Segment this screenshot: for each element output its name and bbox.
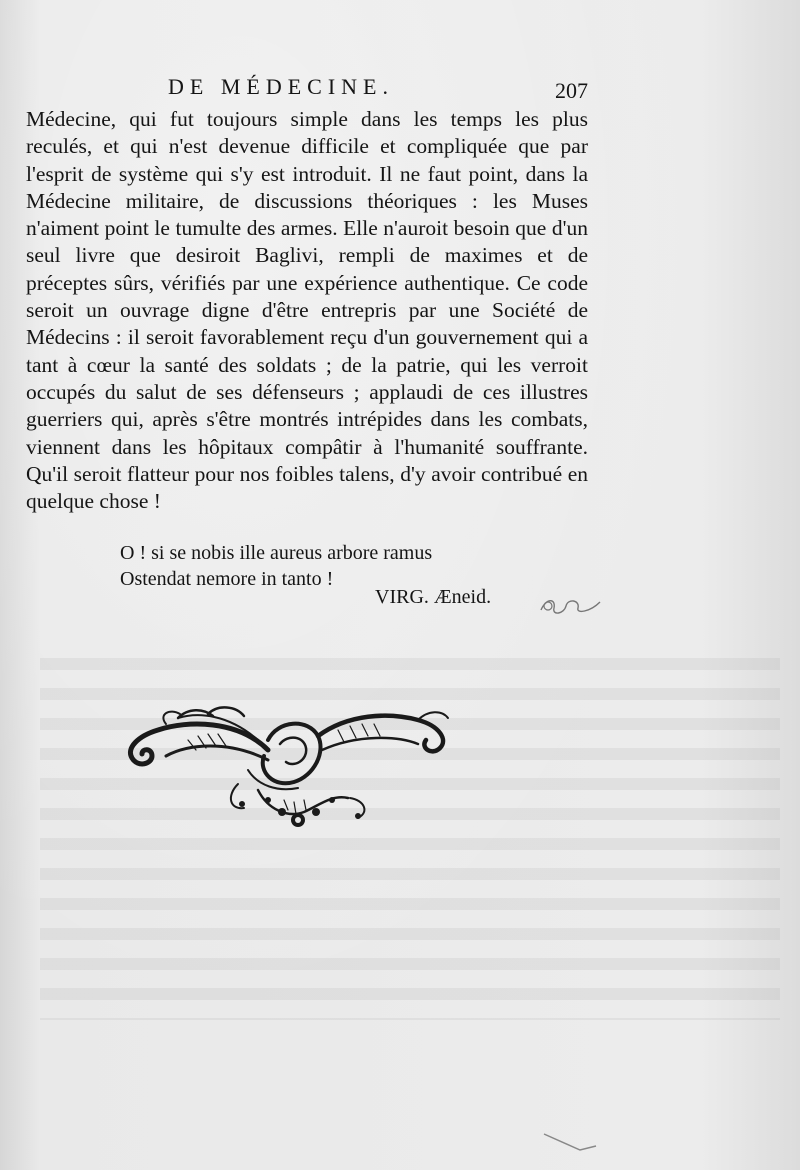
body-paragraph: Médecine, qui fut toujours simple dans les temps les plus reculés, et qui n'est devenue difficile et compliquée que par l'esprit de système qui s'y est introduit. Il ne faut point, dans la Médecine militaire, de discussions théoriques : les Muses n'aiment point le tumulte des armes. Elle n'auroit besoin que d'un seul livre que desiroit Baglivi, rempli de maximes et de préceptes sûrs, vérifiés par une expérience authentique. Ce code seroit un ouvrage digne d'être entrepris par une Société de Médecins : il seroit favorablement reçu d'un gouvernement qui a tant à cœur la santé des soldats ; de la patrie, qui les verroit occupés du salut de ses défenseurs ; applaudi de ces illustres guerriers qui, après s'être montrés intrépides dans les combats, viennent dans les hôpitaux compâtir à l'humanité souffrante. Qu'il seroit flatteur pour nos foibles talens, d'y avoir contribué en quelque chose ! (26, 107, 588, 514)
latin-quotation (120, 540, 520, 592)
page-header (0, 72, 800, 108)
running-head: DE MÉDECINE. (168, 74, 394, 99)
handwritten-scribble-icon (536, 592, 606, 622)
quotation-line: Ostendat nemore in tanto ! (120, 568, 334, 590)
stray-pen-mark-icon (540, 1128, 600, 1158)
page-number: 207 (555, 78, 588, 103)
quotation-attribution: VIRG. Æneid. (375, 586, 492, 608)
quotation-line: O ! si se nobis ille aureus arbore ramus (120, 542, 433, 564)
rococo-scroll-ornament-icon (118, 700, 458, 840)
